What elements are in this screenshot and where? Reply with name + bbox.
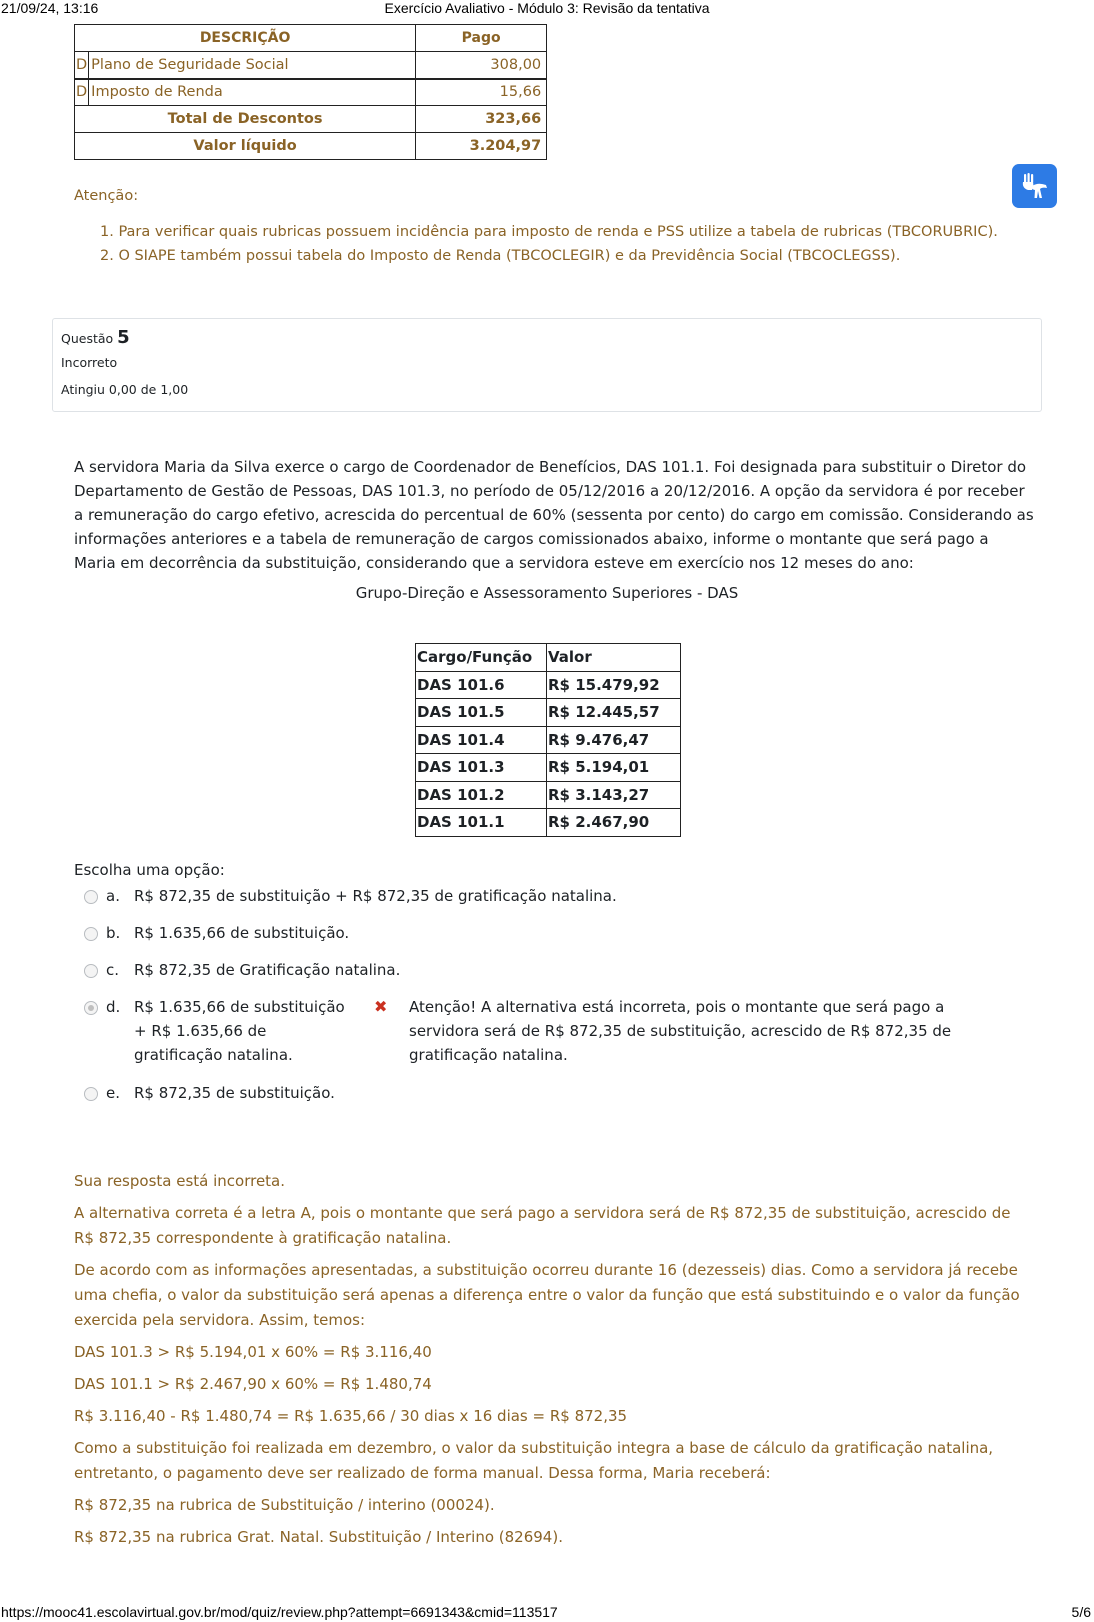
print-header [0,0,1094,16]
radio-b[interactable] [84,927,98,941]
attention-list [100,220,998,268]
row-type: D [75,79,89,106]
row-description: Plano de Seguridade Social [89,52,416,79]
question-grade: Atingiu 0,00 de 1,00 [61,382,189,397]
total-value: 323,66 [416,106,547,133]
das-table-title: Grupo-Direção e Assessoramento Superiores - DAS [355,584,739,602]
radio-a[interactable] [84,890,98,904]
table-row: DAS 101.3 R$ 5.194,01 [416,754,681,782]
row-type: D [75,52,89,79]
attention-title: Atenção: [74,188,139,204]
incorrect-x-icon: ✖ [374,997,388,1016]
attention-item: 2. O SIAPE também possui tabela do Imposto de Renda (TBCOCLEGIR) e da Previdência Social (TBCOCLEGSS). [100,248,901,264]
general-feedback [74,1169,1034,1557]
feedback-paragraph: A alternativa correta é a letra A, pois o montante que será pago a servidora será de R$ 872,35 de substituição, acrescido de R$ 872,35 correspondente à gratificação natalina. [74,1204,1011,1247]
libras-accessibility-button[interactable] [1012,164,1057,208]
question-state: Incorreto [61,355,118,370]
print-page-title: Exercício Avaliativo - Módulo 3: Revisão da tentativa [384,0,710,16]
question-info-box [52,318,1042,412]
question-text: A servidora Maria da Silva exerce o cargo de Coordenador de Benefícios, DAS 101.1. Foi designada para substituir o Diretor do Departamento de Gestão de Pessoas, DAS 101.3, no período de 05/12/2016 a 20/12/2016. A opção da servidora é por receber a remuneração do cargo efetivo, acrescida do percentual de 60% (sessenta por cento) do cargo em comissão. Considerando as informações anteriores e a tabela de remuneração de cargos comissionados abaixo, informe o montante que será pago a Maria em decorrência da substituição, considerando que a servidora esteve em exercício nos 12 meses do ano: [74,458,1034,572]
feedback-paragraph: DAS 101.3 > R$ 5.194,01 x 60% = R$ 3.116,40 [74,1343,432,1361]
table-row: DAS 101.4 R$ 9.476,47 [416,726,681,754]
row-value: 308,00 [416,52,547,79]
net-value: 3.204,97 [416,133,547,160]
print-datetime: 21/09/24, 13:16 [1,0,99,16]
table-row [75,52,547,79]
question-number-value: 5 [117,327,130,348]
feedback-paragraph: R$ 3.116,40 - R$ 1.480,74 = R$ 1.635,66 / 30 dias x 16 dias = R$ 872,35 [74,1407,628,1425]
radio-c[interactable] [84,964,98,978]
net-label: Valor líquido [75,133,416,160]
table-row: DAS 101.6 R$ 15.479,92 [416,671,681,699]
col-header-description: DESCRIÇÃO [75,25,416,52]
das-table [415,643,681,837]
feedback-paragraph: Como a substituição foi realizada em dezembro, o valor da substituição integra a base de cálculo da gratificação natalina, entretanto, o pagamento deve ser realizado de forma manual. Dessa forma, Maria receberá: [74,1439,994,1482]
feedback-paragraph: De acordo com as informações apresentadas, a substituição ocorreu durante 16 (dezesseis) dias. Como a servidora já recebe uma chefia, o valor da substituição será apenas a diferença entre o valor da função que está substituindo e o valor da função exercida pela servidora. Assim, temos: [74,1261,1020,1329]
print-footer [0,1604,1094,1622]
net-row [75,133,547,160]
row-value: 15,66 [416,79,547,106]
page-number: 5/6 [1071,1604,1091,1620]
table-row [75,79,547,106]
row-description: Imposto de Renda [89,79,416,106]
feedback-paragraph: DAS 101.1 > R$ 2.467,90 x 60% = R$ 1.480,74 [74,1375,432,1393]
attention-item: 1. Para verificar quais rubricas possuem incidência para imposto de renda e PSS utilize a tabela de rubricas (TBCORUBRIC). [100,224,998,240]
feedback-paragraph: Sua resposta está incorreta. [74,1172,286,1190]
feedback-paragraph: R$ 872,35 na rubrica Grat. Natal. Substituição / Interino (82694). [74,1528,563,1546]
col-header-valor: Valor [547,644,681,672]
table-header-row [416,644,681,672]
feedback-paragraph: R$ 872,35 na rubrica de Substituição / interino (00024). [74,1496,495,1514]
col-header-cargo: Cargo/Função [416,644,547,672]
table-row: DAS 101.2 R$ 3.143,27 [416,781,681,809]
question-number: Questão 5 [61,327,130,348]
option-feedback: Atenção! A alternativa está incorreta, pois o montante que será pago a servidora será de R$ 872,35 de substituição, acrescido de R$ 872,35 de gratificação natalina. [409,998,952,1064]
radio-e[interactable] [84,1087,98,1101]
table-row: DAS 101.5 R$ 12.445,57 [416,699,681,727]
total-row [75,106,547,133]
radio-d-selected[interactable] [84,1001,98,1015]
libras-hands-icon [1020,172,1050,200]
total-label: Total de Descontos [75,106,416,133]
col-header-paid: Pago [416,25,547,52]
table-row: DAS 101.1 R$ 2.467,90 [416,809,681,837]
payment-table [74,24,547,160]
page-url: https://mooc41.escolavirtual.gov.br/mod/quiz/review.php?attempt=6691343&cmid=113517 [1,1604,558,1620]
choose-option-prompt: Escolha uma opção: [74,861,225,879]
